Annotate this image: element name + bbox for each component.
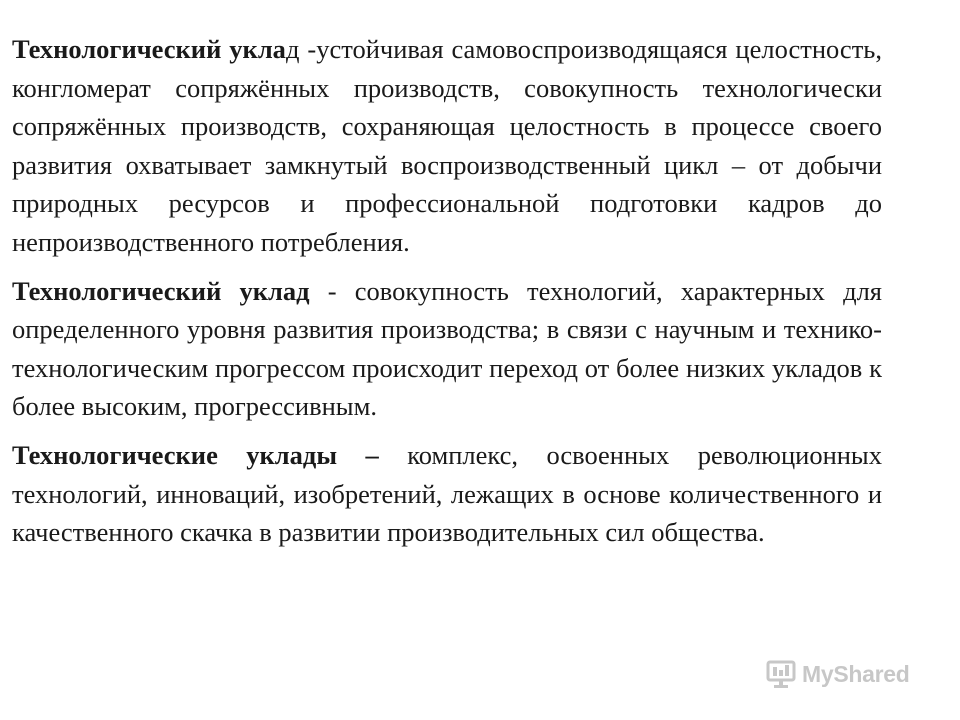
definition-text: д -устойчивая самовоспроизводящаяся целостность, конгломерат сопряжённых производств, совокупность технологически сопряжённых производств, сохраняющая целостность в процессе своего развития охватывает замкнутый воспроизводственный цикл – от добычи природных ресурсов и профессиональной подготовки кадров до непроизводственного потребления. xyxy=(12,34,882,257)
paragraph-3 xyxy=(12,436,882,552)
term-heading: Технологический укла xyxy=(12,34,286,64)
term-heading: Технологические уклады – xyxy=(12,439,379,470)
slide-text-body xyxy=(12,30,882,552)
paragraph-1 xyxy=(12,30,882,262)
term-heading: Технологический уклад xyxy=(12,275,310,306)
paragraph-2 xyxy=(12,272,882,426)
definition-text: комплекс, освоенных революционных технологий, инноваций, изобретений, лежащих в основе количественного и качественного скачка в развитии производительных сил общества. xyxy=(12,439,882,548)
watermark xyxy=(766,656,910,692)
projector-screen-icon xyxy=(766,659,796,689)
watermark-text: MyShared xyxy=(802,660,910,687)
definition-text: - совокупность технологий, характерных для определенного уровня развития производства; в связи с научным и технико-технологическим прогрессом происходит переход от более низких укладов к более высоким, прогрессивным. xyxy=(12,275,882,422)
